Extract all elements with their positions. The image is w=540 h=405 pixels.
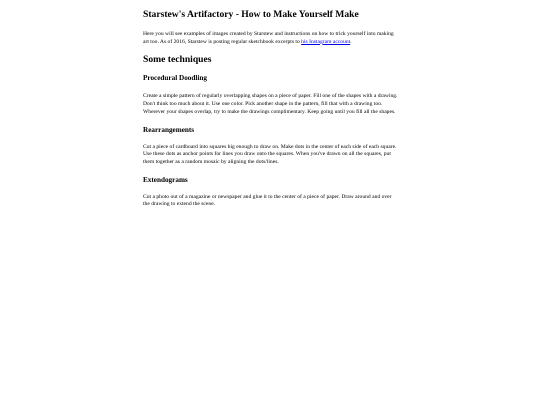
intro-end: . — [350, 38, 352, 45]
technique-description-rearrangements: Cut a piece of cardboard into squares big enough to draw on. Make dots in the center of each side of each square. Use these dots as anchor points for lines you draw onto the squares. When you've drawn on all the squares, put them together as a random mosaic by aligning the dots/lines. — [143, 143, 397, 165]
technique-description-extendograms: Cut a photo out of a magazine or newspaper and glue it to the center of a piece of paper. Draw around and over the drawing to extend the scene. — [143, 193, 392, 208]
technique-description-procedural-doodling: Create a simple pattern of regularly overlapping shapes on a piece of paper. Fill one of the shapes with a drawing. Don't think too much about it. Use one color. Pick another shape in the pattern, fill that with a drawing too. Wherever your shapes overlap, try to make the drawings complimentary. Keep going until you fill all the shapes. — [143, 93, 398, 115]
instagram-link[interactable]: his Instagram account — [301, 38, 351, 45]
technique-title-rearrangements: Rearrangements — [143, 125, 195, 134]
page-content — [143, 0, 398, 209]
technique-title-procedural-doodling: Procedural Doodling — [143, 74, 207, 83]
technique-title-extendograms: Extendograms — [143, 175, 188, 184]
intro-paragraph — [143, 31, 398, 46]
section-title: Some techniques — [143, 54, 212, 66]
page-title: Starstew's Artifactory - How to Make Yourself Make — [143, 9, 359, 20]
intro-text: Here you will see examples of images created by Starstew and instructions on how to trick yourself into making art too. As of 2016, Starstew is posting regular sketchbook excerpts to — [143, 31, 394, 45]
